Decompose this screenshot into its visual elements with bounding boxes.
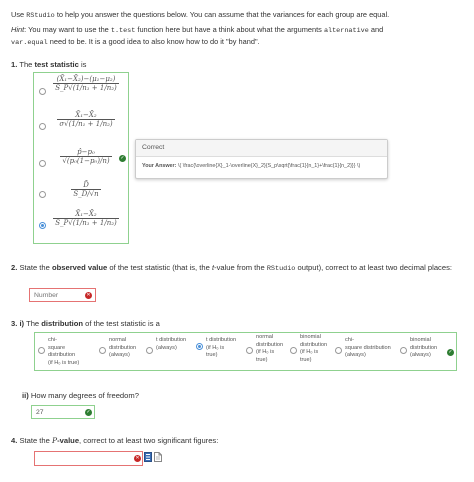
q1-option-2-radio[interactable] [39,123,46,130]
hint-label: Hint [11,24,25,34]
q2-text: State the [17,263,52,272]
hint-code-alternative: alternative [323,26,369,35]
q3i-correct-check-icon: ✓ [448,349,453,355]
q1-number: 1. [11,60,18,69]
popover-body [136,157,387,177]
option-label: distribution [109,344,137,351]
q1-option-2-formula [48,111,124,128]
popover-title: Correct [136,140,387,157]
option-label: t distribution [206,337,237,343]
document-icon[interactable] [154,452,162,462]
q3i-option-1-radio[interactable] [38,347,45,354]
q3ii-number: ii) [22,391,29,400]
q4-prompt [11,435,218,446]
option-label: square distribution [48,344,76,359]
q2-text-post: -value from the [214,263,267,272]
option-label: square distribution [345,344,391,351]
q1-option-4-radio[interactable] [39,191,46,198]
option-label: (if H₀ is [256,349,275,356]
q1-option-3-formula [48,148,124,165]
q3i-option-5-radio[interactable] [246,347,253,354]
intro-text: Use [11,10,27,19]
option-label: normal [109,337,127,343]
hint-code-ttest: t.test [110,26,136,35]
calculator-sheet-icon[interactable] [144,452,152,462]
q2-prompt [11,262,466,275]
q2-number: 2. [11,263,18,272]
option-label: (always) [410,352,431,359]
q3i-option-3-radio[interactable] [146,347,153,354]
q1-bold: test statistic [34,60,79,69]
option-label: true) [206,352,218,359]
hint-text-mid: function here but have a think about what the arguments [135,24,324,34]
q3ii-value: 27 [36,409,44,416]
option-label: (always) [109,352,130,359]
option-label: (always) [156,344,177,351]
q2-text-mid: of the test statistic (that is, the [107,263,212,272]
option-label: true) [300,356,312,363]
option-label: normal [256,334,274,340]
option-label: binomial [300,334,321,340]
formula-denominator: σ√(1/n₁ + 1/n₂) [59,120,113,129]
q3i-prompt [11,318,160,329]
option-label: chi- [48,337,58,343]
q3i-bold: distribution [41,319,84,328]
q1-option-5-radio[interactable] [39,222,46,229]
formula-denominator: √(p₀(1−p₀)/n) [62,157,110,166]
q4-pvalue-input[interactable] [34,451,143,466]
q3ii-text: How many degrees of freedom? [28,391,139,400]
q1-text-end: is [78,60,87,69]
popover-answer-value: \( \frac{\overline{X}_1-\overline{X}_2}{S_p\sqrt{\frac{1}{n_1}+\frac{1}{n_2}}} \) [176,162,361,169]
q2-text-end: output), correct to at least two decimal places: [295,263,452,272]
q3i-number: 3. i) [11,319,25,328]
option-label: distribution [410,344,438,351]
q2-italic: t [211,263,215,272]
q1-option-1-formula [48,75,124,92]
q2-incorrect-icon: ✕ [86,292,91,298]
q1-option-4-formula [48,181,124,198]
intro-text-end: to help you answer the questions below. You can assume that the variances for each group are equal. [54,10,390,19]
intro-code: RStudio [26,12,55,20]
q3i-text: The [24,319,42,328]
q2-code: RStudio [266,265,296,273]
q4-incorrect-icon: ✕ [135,455,140,461]
q3i-option-2-radio[interactable] [99,347,106,354]
hint-text-end: need to be. It is a good idea to also know how to do it "by hand". [47,36,260,46]
q4-bold: -value [57,436,80,445]
formula-numerator: X̄₁−X̄₂ [53,210,119,219]
q3ii-prompt [22,390,139,401]
formula-denominator: S_P√(1/n₁ + 1/n₂) [55,84,117,93]
formula-numerator: p̂−p₀ [60,148,111,157]
hint-text: : You may want to use the [24,24,111,34]
q3i-option-8-radio[interactable] [400,347,407,354]
q1-option-3-radio[interactable] [39,160,46,167]
q3i-option-4-radio[interactable] [196,343,203,350]
formula-numerator: D̄ [71,181,100,190]
formula-denominator: S_P√(1/n₁ + 1/n₂) [55,219,117,228]
intro-line [11,10,466,22]
q4-text-end: , correct to at least two significant figures: [79,436,219,445]
q1-feedback-popover [135,139,388,179]
hint-and: and [368,24,384,34]
option-label: (always) [345,352,366,359]
q3i-option-7-radio[interactable] [335,347,342,354]
option-label: chi- [345,337,355,343]
q2-bold: observed value [51,263,108,272]
option-label: (if H₀ is true) [48,359,80,366]
option-label: true) [256,356,268,363]
hint-code-varequal: var.equal [11,38,48,47]
option-label: (if H₀ is [300,349,319,356]
q3ii-correct-check-icon: ✓ [86,409,91,415]
q1-option-5-formula [48,210,124,227]
q3i-option-6-radio[interactable] [290,347,297,354]
option-label: distribution [300,341,328,348]
q3i-text-end: of the test statistic is a [83,319,160,328]
q1-correct-check-icon: ✓ [120,155,125,161]
hint-line [11,25,466,49]
q1-option-1-radio[interactable] [39,88,46,95]
formula-numerator: (X̄₁−X̄₂)−(μ₁−μ₂) [53,75,119,84]
instructions [11,10,466,52]
formula-denominator: S_D/√n [73,190,99,199]
option-label: t distribution [156,337,187,343]
q4-number: 4. [11,436,18,445]
option-label: distribution [256,341,284,348]
option-label: binomial [410,337,431,343]
q4-italic: P [51,436,58,445]
q1-prompt [11,59,86,70]
option-label: (if H₀ is [206,344,225,351]
popover-answer-label: Your Answer: [142,162,177,169]
q4-text: State the [17,436,52,445]
formula-numerator: X̄₁−X̄₂ [57,111,114,120]
q1-text: The [17,60,35,69]
